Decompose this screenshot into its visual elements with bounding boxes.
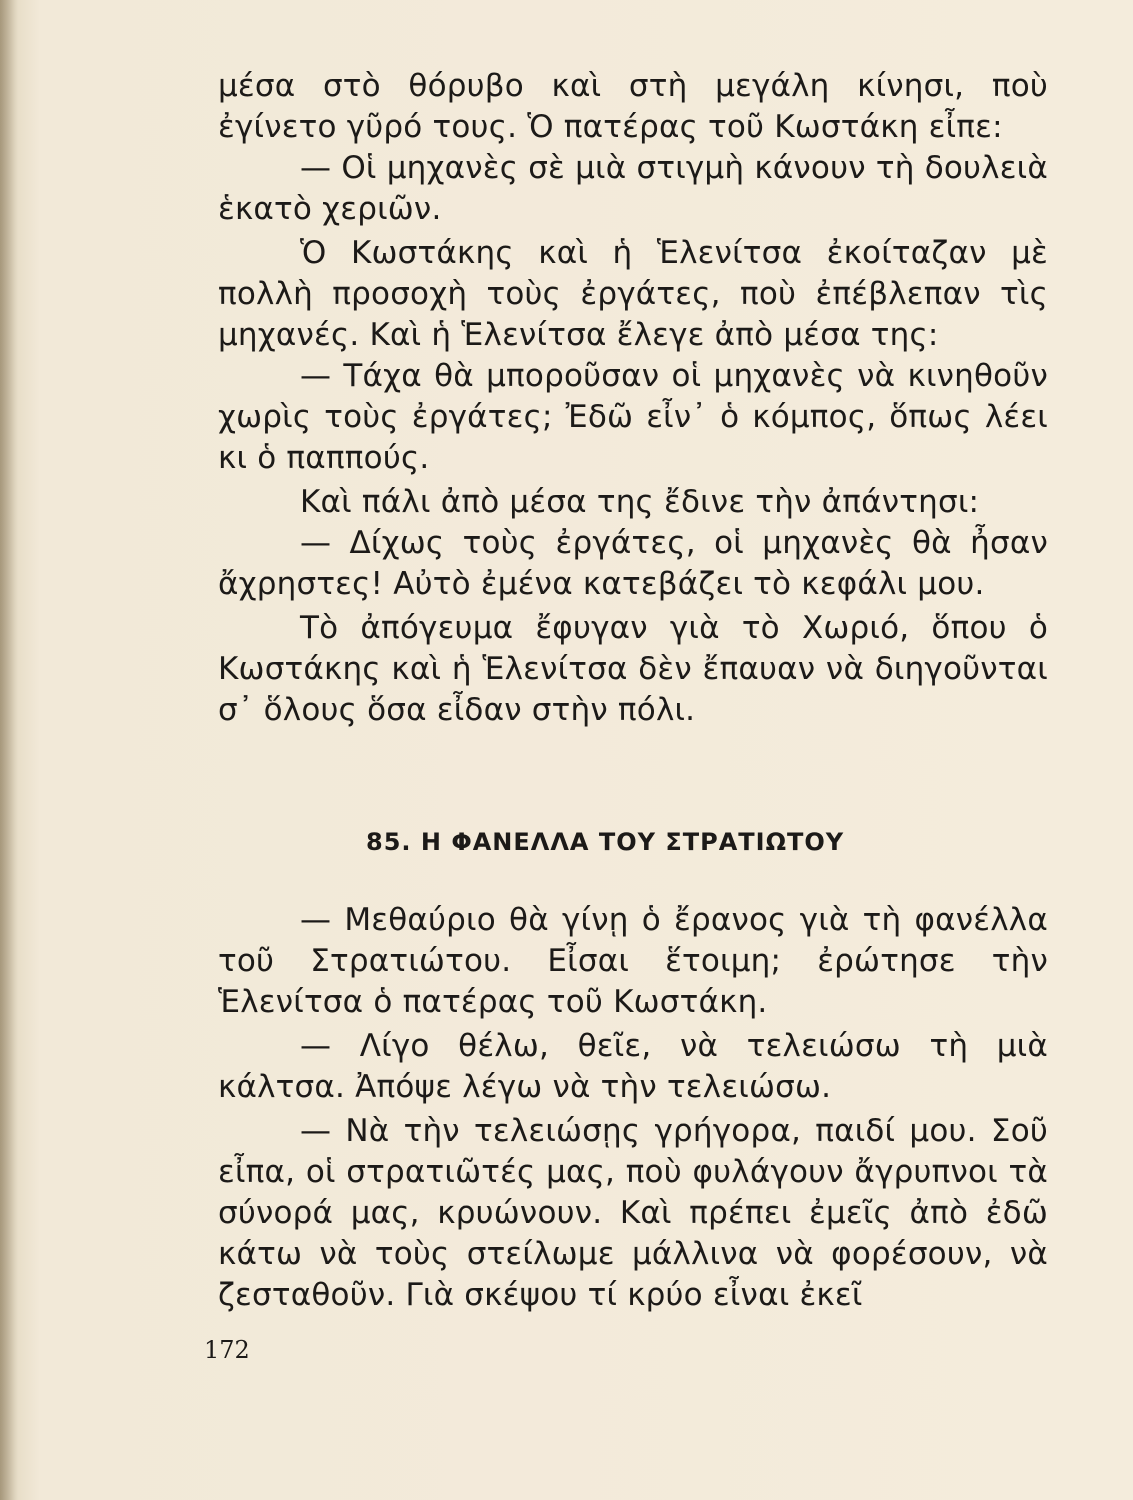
top-text-block (218, 66, 1048, 731)
paragraph-2: — Οἱ μηχανὲς σὲ μιὰ στιγμὴ κάνουν τὴ δουλειὰ ἑκατὸ χεριῶν. (218, 150, 1048, 227)
paragraph-3: Ὁ Κωστάκης καὶ ἡ Ἑλενίτσα ἐκοίταζαν μὲ πολλὴ προσοχὴ τοὺς ἐργάτες, ποὺ ἐπέβλεπαν τὶς μηχανές. Καὶ ἡ Ἑλενίτσα ἔλεγε ἀπὸ μέσα της: (218, 235, 1048, 353)
section-heading: 85. Η ΦΑΝΕΛΛΑ ΤΟΥ ΣΤΡΑΤΙΩΤΟΥ (366, 828, 845, 856)
paragraph-1: μέσα στὸ θόρυβο καὶ στὴ μεγάλη κίνησι, ποὺ ἐγίνετο γῦρό τους. Ὁ πατέρας τοῦ Κωστάκη εἶπε: (218, 68, 1048, 145)
paragraph-8: — Μεθαύριο θὰ γίνῃ ὁ ἔρανος γιὰ τὴ φανέλλα τοῦ Στρατιώτου. Εἶσαι ἕτοιμη; ἐρώτησε τὴν Ἑλενίτσα ὁ πατέρας τοῦ Κωστάκη. (218, 902, 1048, 1020)
paragraph-5: Καὶ πάλι ἀπὸ μέσα της ἔδινε τὴν ἀπάντησι: (300, 484, 980, 520)
paragraph-6: — Δίχως τοὺς ἐργάτες, οἱ μηχανὲς θὰ ἦσαν ἄχρηστες! Αὐτὸ ἐμένα κατεβάζει τὸ κεφάλι μου. (218, 525, 1048, 602)
paragraph-7: Τὸ ἀπόγευμα ἔφυγαν γιὰ τὸ Χωριό, ὅπου ὁ Κωστάκης καὶ ἡ Ἑλενίτσα δὲν ἔπαυαν νὰ διηγοῦνται σ᾿ ὅλους ὅσα εἶδαν στὴν πόλι. (218, 610, 1048, 728)
paragraph-4: — Τάχα θὰ μποροῦσαν οἱ μηχανὲς νὰ κινηθοῦν χωρὶς τοὺς ἐργάτες; Ἐδῶ εἶν᾿ ὁ κόμπος, ὅπως λέει κι ὁ παππούς. (218, 358, 1048, 476)
page-gutter-shadow (0, 0, 18, 1500)
paragraph-9: — Λίγο θέλω, θεῖε, νὰ τελειώσω τὴ μιὰ κάλτσα. Ἀπόψε λέγω νὰ τὴν τελειώσω. (218, 1028, 1048, 1105)
page-number: 172 (204, 1336, 250, 1364)
paragraph-10: — Νὰ τὴν τελειώσῃς γρήγορα, παιδί μου. Σοῦ εἶπα, οἱ στρατιῶτές μας, ποὺ φυλάγουν ἄγρυπνοι τὰ σύνορά μας, κρυώνουν. Καὶ πρέπει ἐμεῖς ἀπὸ ἐδῶ κάτω νὰ τοὺς στείλωμε μάλλινα νὰ φορέσουν, νὰ ζεσταθοῦν. Γιὰ σκέψου τί κρύο εἶναι ἐκεῖ (218, 1113, 1048, 1313)
bottom-text-block (218, 900, 1048, 1316)
